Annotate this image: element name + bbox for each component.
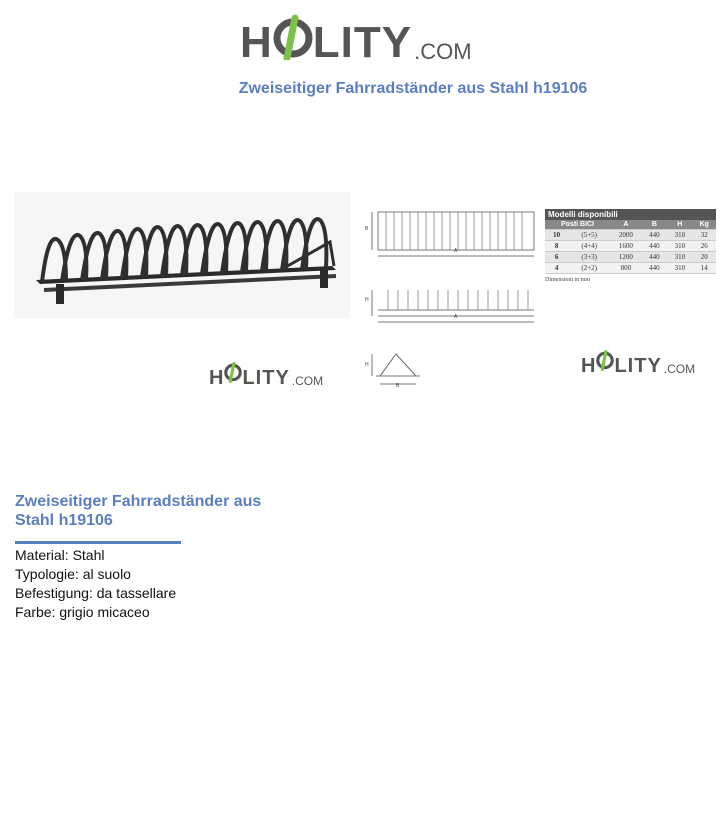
product-specs — [15, 546, 176, 622]
cell-b: 440 — [642, 230, 667, 241]
cell-split: (2+2) — [568, 263, 610, 274]
cell-kg: 20 — [693, 252, 716, 263]
logo-o-icon — [224, 361, 242, 388]
label-a-side: A — [454, 314, 458, 320]
label-h-side: H — [365, 297, 369, 303]
cell-posti: 8 — [545, 241, 568, 252]
product-title: Zweiseitiger Fahrradständer aus Stahl h19106 — [15, 493, 262, 529]
header-posti: Posti BICI — [545, 220, 610, 230]
cell-h: 310 — [667, 241, 692, 252]
logo-letters-lity: LITY — [312, 18, 413, 67]
table-header-row — [545, 220, 716, 230]
cell-posti: 10 — [545, 230, 568, 241]
logo-suffix: .COM — [414, 38, 472, 64]
header-b: B — [642, 220, 667, 230]
logo-letter-h: H — [240, 18, 273, 67]
dimension-drawing — [362, 204, 540, 394]
label-a-top: A — [454, 248, 458, 254]
cell-b: 440 — [642, 252, 667, 263]
holity-logo-small-left[interactable] — [209, 361, 323, 388]
cell-posti: 4 — [545, 263, 568, 274]
holity-logo-small-right[interactable] — [581, 349, 695, 376]
table-row — [545, 252, 716, 263]
cell-posti: 6 — [545, 252, 568, 263]
table-row — [545, 230, 716, 241]
cell-kg: 26 — [693, 241, 716, 252]
cell-h: 310 — [667, 230, 692, 241]
cell-b: 440 — [642, 263, 667, 274]
header-kg: Kg — [693, 220, 716, 230]
bike-rack-illustration — [14, 192, 350, 318]
spec-typologie: Typologie: al suolo — [15, 566, 131, 582]
cell-h: 310 — [667, 263, 692, 274]
cell-a: 2000 — [610, 230, 642, 241]
cell-kg: 32 — [693, 230, 716, 241]
header-h: H — [667, 220, 692, 230]
spec-farbe: Farbe: grigio micaceo — [15, 604, 150, 620]
dimensions-note: Dimensioni in mm — [545, 277, 590, 283]
title-divider — [15, 541, 181, 544]
label-b-top: B — [365, 226, 369, 232]
holity-logo[interactable] — [240, 14, 472, 65]
cell-split: (4+4) — [568, 241, 610, 252]
logo-o-icon — [273, 14, 313, 65]
models-table — [545, 209, 716, 274]
logo-letter-h: H — [581, 355, 597, 377]
cell-h: 310 — [667, 252, 692, 263]
technical-drawings[interactable] — [362, 204, 540, 394]
cell-a: 800 — [610, 263, 642, 274]
logo-o-icon — [596, 349, 614, 376]
spec-befestigung: Befestigung: da tassellare — [15, 585, 177, 601]
label-b-end: B — [396, 383, 400, 389]
logo-letters-lity: LITY — [614, 355, 662, 377]
cell-a: 1200 — [610, 252, 642, 263]
cell-b: 440 — [642, 241, 667, 252]
spec-material: Material: Stahl — [15, 547, 105, 563]
logo-letter-h: H — [209, 367, 225, 389]
product-image[interactable] — [14, 192, 350, 318]
table-caption: Modelli disponibili — [545, 209, 716, 220]
cell-split: (5+5) — [568, 230, 610, 241]
table-row — [545, 241, 716, 252]
cell-a: 1600 — [610, 241, 642, 252]
models-table-wrapper — [545, 209, 716, 283]
cell-kg: 14 — [693, 263, 716, 274]
logo-suffix: .COM — [663, 361, 696, 376]
cell-split: (3+3) — [568, 252, 610, 263]
logo-suffix: .COM — [291, 373, 324, 388]
logo-letters-lity: LITY — [242, 367, 290, 389]
header-a: A — [610, 220, 642, 230]
page-title: Zweiseitiger Fahrradständer aus Stahl h19106 — [238, 80, 588, 97]
table-row — [545, 263, 716, 274]
label-h-end: H — [365, 362, 369, 368]
